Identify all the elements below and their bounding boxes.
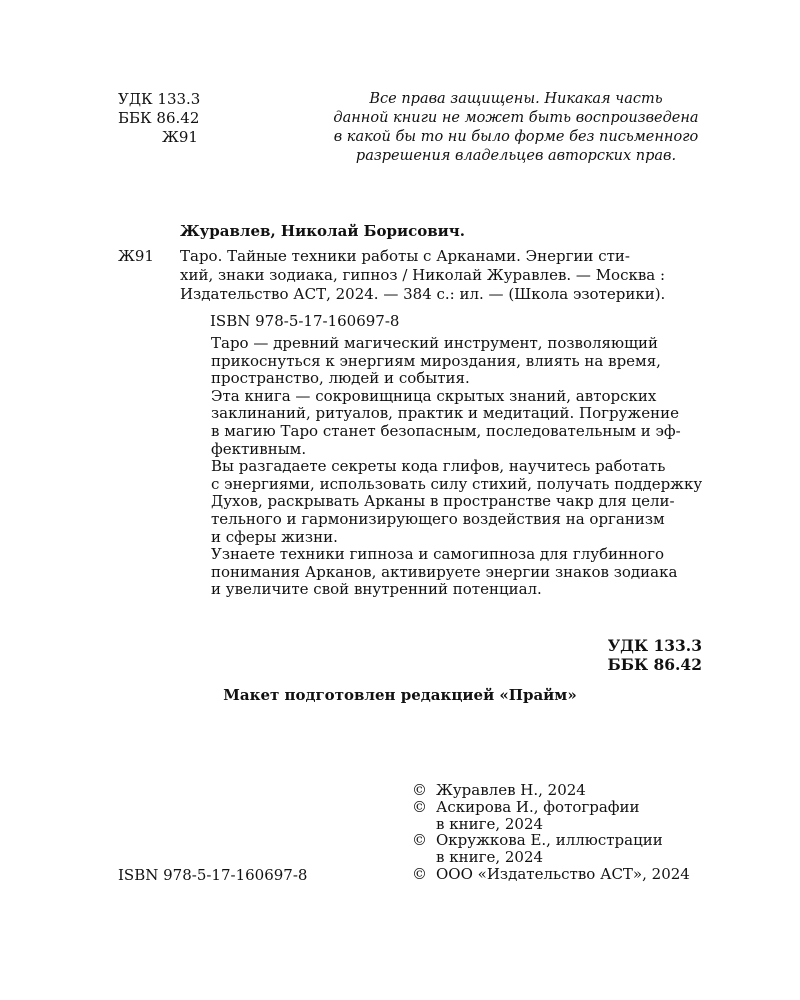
annotation-line: понимания Арканов, активируете энергии знаков зодиака: [211, 562, 678, 581]
annotation-line: с энергиями, использовать силу стихий, получать поддержку: [211, 474, 703, 493]
annotation-line: заклинаний, ритуалов, практик и медитаций. Погружение: [211, 404, 679, 423]
bbk-code: ББК 86.42: [118, 109, 200, 127]
annotation-paragraph: [180, 388, 703, 458]
annotation-line: фективным.: [211, 439, 307, 458]
bibliography-author: Журавлев, Николай Борисович.: [180, 222, 465, 240]
annotation-line: и увеличите свой внутренний потенциал.: [211, 580, 542, 599]
udk-code: УДК 133.3: [607, 636, 702, 655]
annotation-paragraph: [180, 458, 703, 546]
copyright-item: [412, 799, 690, 833]
bibliography-author-mark: Ж91: [118, 247, 154, 265]
author-mark: Ж91: [162, 128, 198, 146]
bibliography-description: [180, 247, 703, 304]
annotation-line: Вы разгадаете секреты кода глифов, научитесь работать: [211, 457, 666, 476]
copyright-symbol: ©: [412, 797, 427, 816]
annotation-paragraph: [180, 335, 703, 388]
rights-notice: [330, 90, 702, 166]
annotation-line: в магию Таро станет безопасным, последовательным и эф-: [211, 421, 681, 440]
copyright-list: [412, 782, 690, 883]
classification-codes-top: [118, 90, 200, 147]
copyright-item: [412, 832, 690, 866]
bibliography-line: Издательство АСТ, 2024. — 384 с.: ил. — (Школа эзотерики).: [180, 285, 666, 303]
annotation: [180, 335, 703, 599]
copyright-symbol: ©: [412, 864, 427, 883]
copyright-item: [412, 866, 690, 883]
copyright-text: в книге, 2024: [436, 814, 544, 833]
copyright-text: Окружкова Е., иллюстрации: [436, 831, 663, 850]
annotation-line: тельного и гармонизирующего воздействия на организм: [211, 509, 665, 528]
bibliography-isbn: ISBN 978-5-17-160697-8: [210, 312, 400, 330]
copyright-symbol: ©: [412, 831, 427, 850]
layout-credit: Макет подготовлен редакцией «Прайм»: [223, 686, 577, 704]
udk-code: УДК 133.3: [118, 90, 201, 108]
copyright-text: ООО «Издательство АСТ», 2024: [436, 864, 690, 883]
rights-line: разрешения владельцев авторских прав.: [355, 148, 677, 164]
copyright-text: Аскирова И., фотографии: [436, 797, 640, 816]
copyright-item: [412, 782, 690, 799]
copyright-text: в книге, 2024: [436, 848, 544, 867]
annotation-line: Духов, раскрывать Арканы в пространстве чакр для цели-: [211, 492, 675, 511]
rights-line: данной книги не может быть воспроизведена: [333, 110, 699, 126]
annotation-line: прикоснуться к энергиям мироздания, влиять на время,: [211, 351, 661, 370]
annotation-line: Эта книга — сокровищница скрытых знаний, авторских: [211, 386, 657, 405]
copyright-symbol: ©: [412, 781, 427, 799]
annotation-line: Таро — древний магический инструмент, позволяющий: [211, 334, 659, 352]
annotation-paragraph: [180, 546, 703, 599]
copyright-text: Журавлев Н., 2024: [436, 781, 586, 799]
bibliography-line: Таро. Тайные техники работы с Арканами. Энергии сти-: [180, 247, 630, 265]
bibliography-line: хий, знаки зодиака, гипноз / Николай Журавлев. — Москва :: [180, 266, 666, 284]
annotation-line: и сферы жизни.: [211, 527, 338, 546]
footer-isbn: ISBN 978-5-17-160697-8: [118, 866, 308, 884]
bbk-code: ББК 86.42: [607, 655, 702, 674]
rights-line: Все права защищены. Никакая часть: [369, 91, 663, 107]
annotation-line: Узнаете техники гипноза и самогипноза для глубинного: [211, 545, 665, 564]
rights-line: в какой бы то ни было форме без письменного: [333, 129, 699, 145]
annotation-line: пространство, людей и события.: [211, 369, 470, 388]
classification-codes-bottom: [607, 636, 702, 674]
